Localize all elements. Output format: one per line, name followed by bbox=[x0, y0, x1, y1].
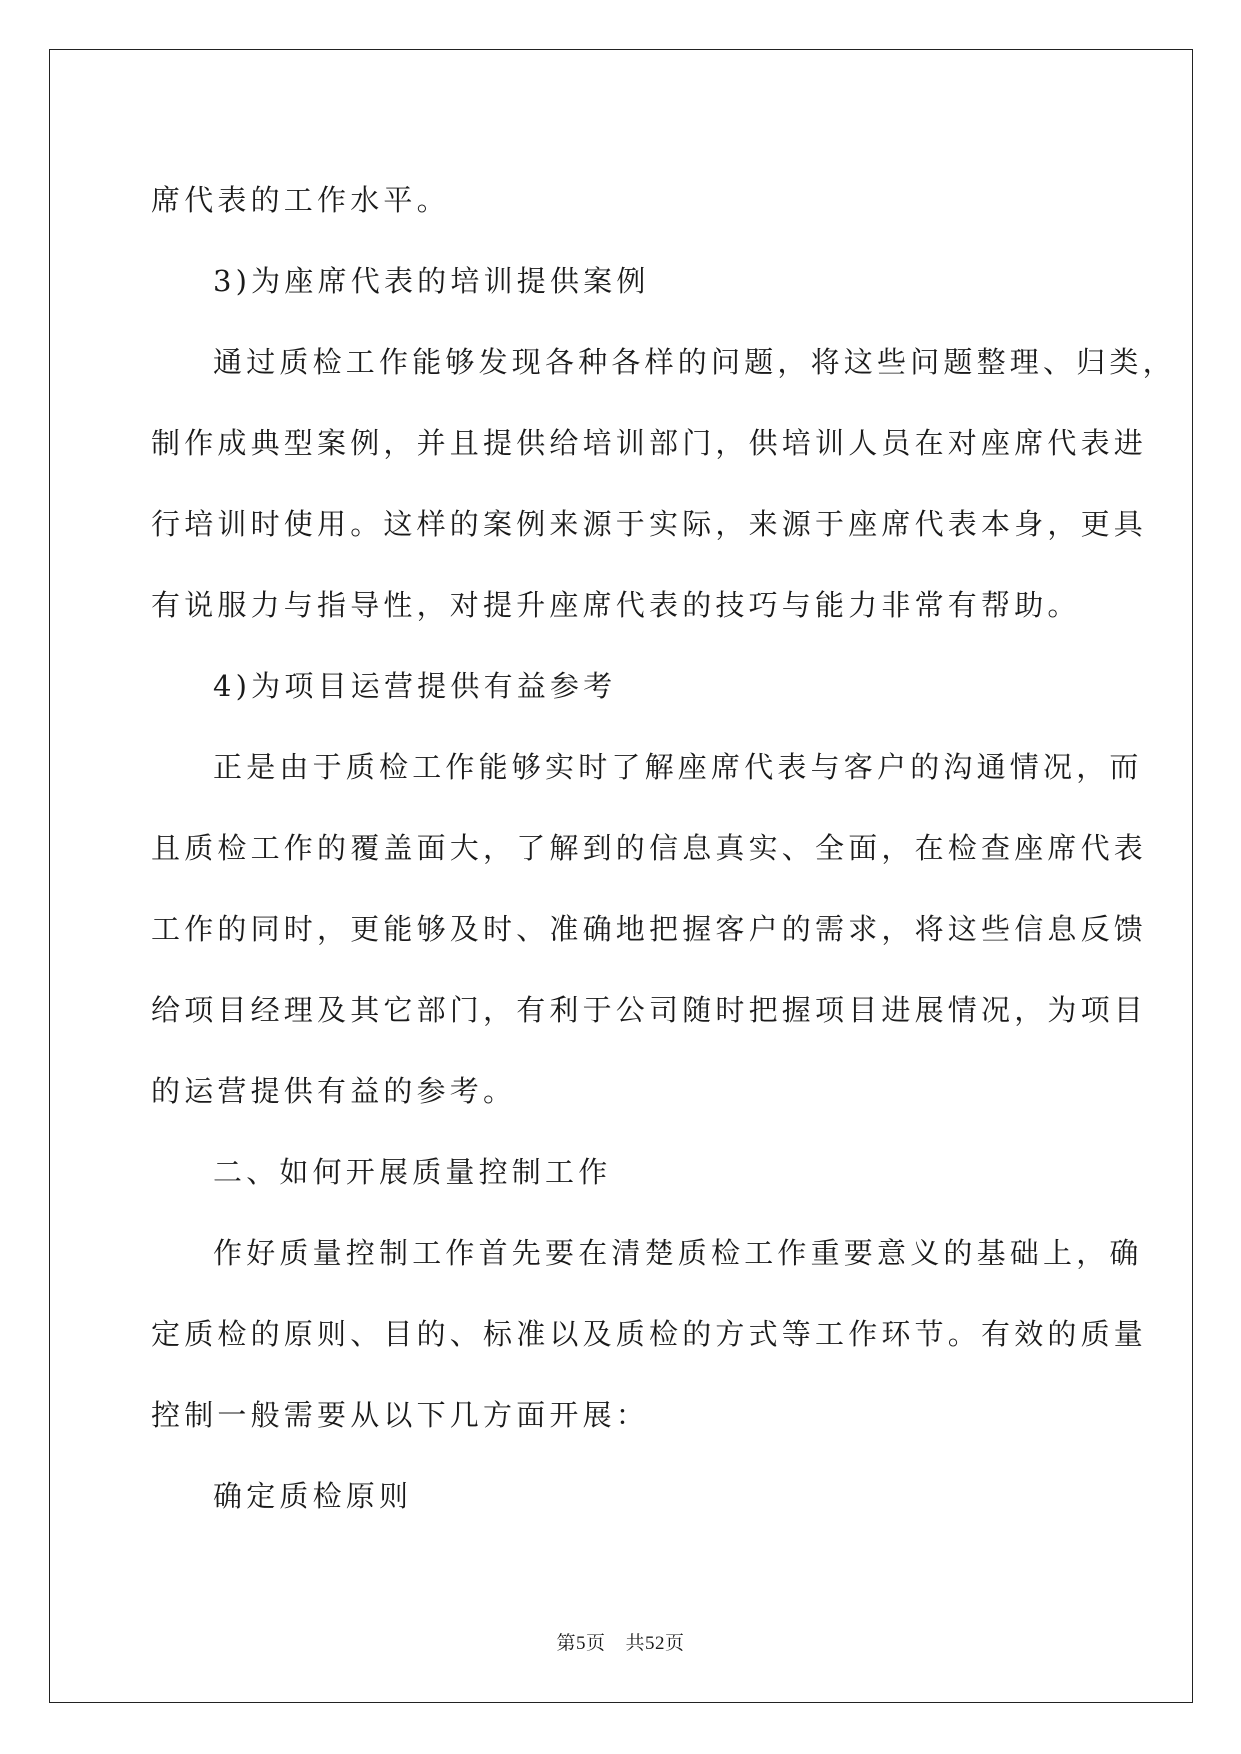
paragraph-line: 有说服力与指导性，对提升座席代表的技巧与能力非常有帮助。 bbox=[151, 588, 1081, 622]
current-page-number: 5 bbox=[575, 1633, 586, 1654]
paragraph-line: 给项目经理及其它部门，有利于公司随时把握项目进展情况，为项目 bbox=[151, 993, 1148, 1027]
footer-page-word: 页 bbox=[585, 1632, 606, 1654]
paragraph-line: 且质检工作的覆盖面大，了解到的信息真实、全面，在检查座席代表 bbox=[151, 831, 1148, 865]
footer-prefix: 第 bbox=[556, 1632, 576, 1654]
section-heading: 3)为座席代表的培训提供案例 bbox=[213, 264, 650, 298]
paragraph-line: 工作的同时，更能够及时、准确地把握客户的需求，将这些信息反馈 bbox=[151, 912, 1148, 946]
paragraph-line: 控制一般需要从以下几方面开展： bbox=[151, 1398, 650, 1432]
section-heading: 确定质检原则 bbox=[213, 1479, 413, 1513]
paragraph-line: 席代表的工作水平。 bbox=[151, 183, 450, 217]
paragraph-line: 通过质检工作能够发现各种各样的问题，将这些问题整理、归类， bbox=[213, 345, 1176, 379]
paragraph-line: 的运营提供有益的参考。 bbox=[151, 1074, 517, 1108]
paragraph-line: 正是由于质检工作能够实时了解座席代表与客户的沟通情况，而 bbox=[213, 750, 1143, 784]
paragraph-line: 行培训时使用。这样的案例来源于实际，来源于座席代表本身，更具 bbox=[151, 507, 1148, 541]
paragraph-line: 作好质量控制工作首先要在清楚质检工作重要意义的基础上，确 bbox=[213, 1236, 1143, 1270]
section-heading: 二、如何开展质量控制工作 bbox=[213, 1155, 612, 1189]
paragraph-line: 制作成典型案例，并且提供给培训部门，供培训人员在对座席代表进 bbox=[151, 426, 1148, 460]
total-page-count: 52 bbox=[645, 1633, 666, 1654]
paragraph-line: 定质检的原则、目的、标准以及质检的方式等工作环节。有效的质量 bbox=[151, 1317, 1148, 1351]
section-heading: 4)为项目运营提供有益参考 bbox=[213, 669, 617, 703]
footer-total-suffix: 页 bbox=[665, 1632, 685, 1654]
document-body bbox=[151, 160, 1176, 1537]
page-footer bbox=[0, 1628, 1241, 1655]
footer-total-prefix: 共 bbox=[625, 1632, 646, 1654]
